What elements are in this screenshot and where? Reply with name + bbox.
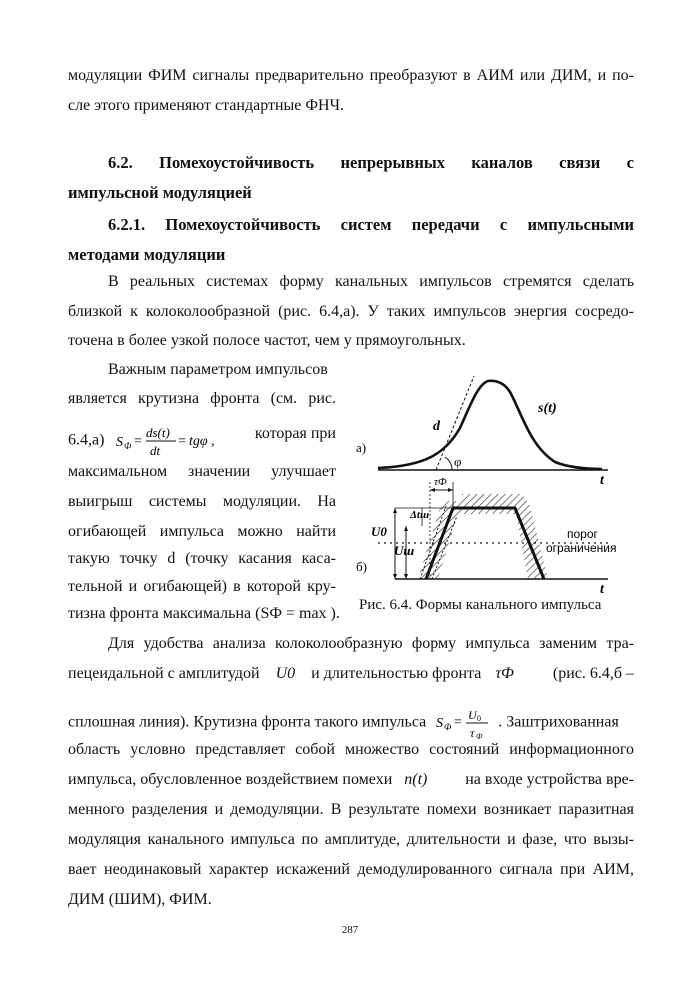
para3-line-8: вает неодинаковый характер искажений демодулированного сигнала при АИМ, — [68, 861, 634, 878]
section-heading-6-2-line-1: 6.2. Помехоустойчивость непрерывных каналов связи с — [108, 153, 634, 172]
label-t-b: t — [600, 582, 604, 597]
phi-arc — [445, 457, 452, 470]
symbol-n-t: n(t) — [404, 771, 428, 788]
para3-line-5-pre: импульса, обусловленное воздействием помехи — [68, 771, 393, 788]
para2-line-4: максимальном значении улучшает — [68, 463, 336, 480]
para3-line-3-pre: сплошная линия). Крутизна фронта такого импульса — [68, 713, 427, 731]
para1-line-2: близкой к колоколообразной (рис. 6.4,а). У таких импульсов энергия сосредо- — [68, 303, 634, 320]
para3-line-9: ДИМ (ШИМ), ФИМ. — [68, 891, 212, 908]
symbol-tau: τФ — [495, 665, 514, 682]
svg-text:=: = — [178, 434, 187, 449]
svg-text:tgφ ,: tgφ , — [189, 434, 216, 449]
para1-line-3: точена в более узкой полосе частот, чем у прямоугольных. — [68, 332, 466, 349]
bell-curve — [378, 381, 602, 469]
label-tau: τФ — [434, 476, 447, 488]
svg-text:S: S — [116, 435, 124, 450]
crutizna-formula — [116, 424, 226, 458]
label-d: d — [433, 419, 440, 434]
para3-line-2-mid: и длительностью фронта — [311, 665, 482, 682]
trapezoid-formula — [436, 706, 494, 740]
subsection-heading-6-2-1-line-2: методами модуляции — [68, 245, 226, 264]
label-a: а) — [356, 440, 367, 455]
para3-line-3-post: . Заштрихованная — [498, 713, 619, 731]
label-phi: φ — [454, 454, 462, 469]
para2-line-3-pre: 6.4,а) — [68, 431, 105, 449]
label-b: б) — [356, 559, 367, 574]
para2-line-3-post: которая при — [254, 425, 336, 442]
svg-text:0: 0 — [477, 714, 482, 723]
para2-line-2: является крутизна фронта (см. рис. — [68, 390, 336, 407]
svg-text:Ф: Ф — [476, 732, 483, 740]
para3-line-2 — [68, 664, 634, 684]
label-porog: порог — [567, 527, 598, 541]
section-heading-6-2-line-2: импульсной модуляцией — [68, 183, 252, 202]
svg-text:=: = — [134, 434, 143, 449]
para3-line-4: область условно представляет собой множество состояний информационного — [68, 741, 634, 758]
para2-line-7: такую точку d (точку касания каса- — [68, 550, 336, 567]
label-t-a: t — [600, 473, 604, 488]
figure-caption: Рис. 6.4. Формы канального импульса — [359, 597, 602, 613]
page-number: 287 — [341, 924, 359, 936]
svg-text:τ: τ — [470, 726, 475, 740]
para2-line-1: Важным параметром импульсов — [108, 361, 328, 378]
svg-text:Ф: Ф — [124, 441, 132, 451]
svg-text:S: S — [436, 716, 444, 731]
para2-line-5: выигрыш системы модуляции. На — [68, 493, 336, 510]
para3-line-5 — [68, 770, 634, 790]
label-delta-t: Δtш — [410, 509, 430, 521]
symbol-U0: U0 — [275, 665, 296, 682]
para2-line-6: огибающей импульса можно найти — [68, 523, 336, 540]
label-Ush: Uш — [394, 543, 415, 558]
para3-line-1: Для удобства анализа колоколообразную форму импульса заменим тра- — [108, 635, 634, 652]
svg-text:U: U — [468, 708, 477, 722]
svg-text:Ф: Ф — [444, 722, 452, 732]
label-U0: U0 — [371, 524, 387, 539]
para3-line-7: модуляция канального импульса по амплитуде, длительности и фазе, что вызы- — [68, 831, 634, 848]
para2-line-8: тельной и огибающей) в которой кру- — [68, 578, 336, 595]
label-s-t: s(t) — [538, 401, 557, 416]
intro-line-2: сле этого применяют стандартные ФНЧ. — [68, 97, 344, 114]
para3-line-2-post: (рис. 6.4,б – — [552, 665, 634, 682]
para2-line-3 — [68, 424, 336, 458]
subsection-heading-6-2-1-line-1: 6.2.1. Помехоустойчивость систем передачи с импульсными — [108, 215, 634, 234]
figure-6-4 — [350, 366, 640, 606]
para3-line-6: менного разделения и демодуляции. В результате помехи возникает паразитная — [68, 801, 634, 818]
para3-line-3 — [68, 706, 634, 740]
svg-text:ds(t): ds(t) — [146, 425, 171, 440]
svg-text:dt: dt — [150, 443, 161, 458]
para3-line-5-post: на входе устройства вре- — [465, 771, 634, 788]
para2-line-9: тизна фронта максимальна (SФ = max ). — [68, 605, 340, 622]
label-ogranicheniya: ограничения — [546, 541, 617, 555]
para3-line-2-pre: пецеидальной с амплитудой — [68, 665, 260, 682]
svg-text:=: = — [454, 715, 463, 730]
intro-line-1: модуляции ФИМ сигналы предварительно преобразуют в АИМ или ДИМ, и по- — [68, 67, 634, 84]
para1-line-1: В реальных системах форму канальных импульсов стремятся сделать — [108, 273, 634, 290]
